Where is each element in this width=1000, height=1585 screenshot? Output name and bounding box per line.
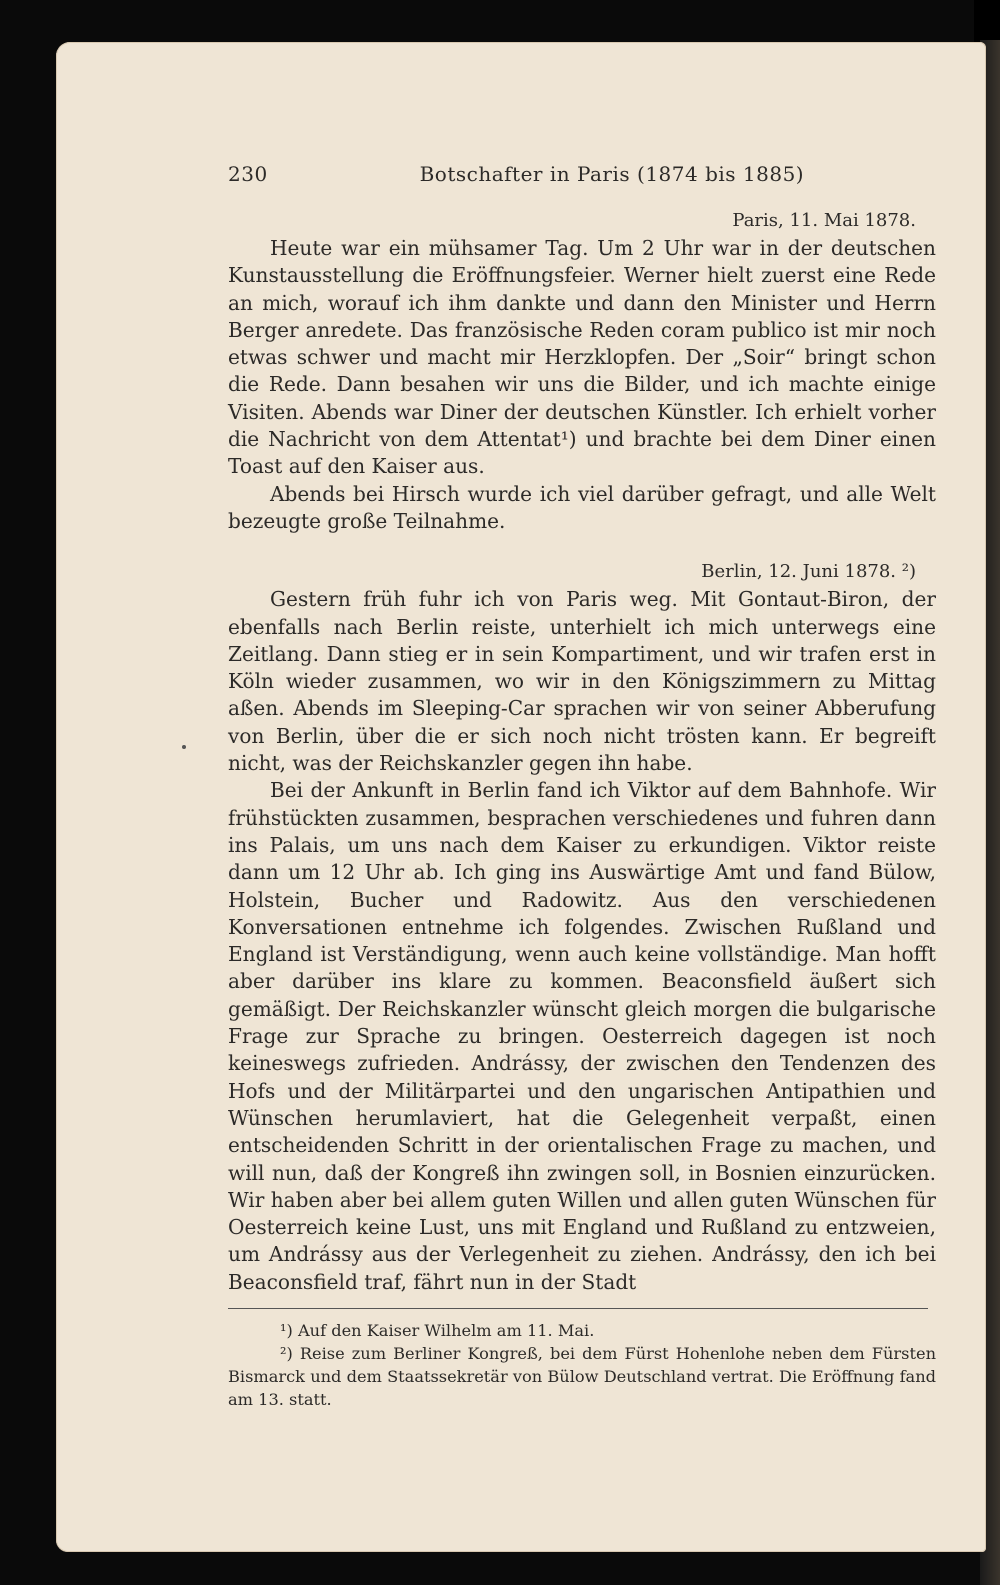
paragraph: Gestern früh fuhr ich von Paris weg. Mit Gontaut-Biron, der ebenfalls nach Berlin reiste, unterhielt ich mich unterwegs eine Zeitlang. Dann stieg er in sein Kompartiment, und wir trafen erst in Köln wieder zusammen, wo wir in den Königszimmern zu Mittag aßen. Abends im Sleeping-Car sprachen wir von seiner Abberufung von Berlin, über die er sich noch nicht trösten kann. Er begreift nicht, was der Reichskanzler gegen ihn habe. bbox=[228, 587, 936, 776]
running-header bbox=[228, 162, 936, 202]
paragraph: Bei der Ankunft in Berlin fand ich Viktor auf dem Bahnhofe. Wir frühstückten zusammen, besprachen verschiedenes und fuhren dann ins Palais, um uns nach dem Kaiser zu erkundigen. Viktor reiste dann um 12 Uhr ab. Ich ging ins Auswärtige Amt und fand Bülow, Holstein, Bucher und Radowitz. Aus den verschiedenen Konversationen entnehme ich folgendes. Zwischen Rußland und England ist Verständigung, wenn auch keine vollständige. Man hofft aber darüber ins klare zu kommen. Beaconsfield äußert sich gemäßigt. Der Reichskanzler wünscht gleich morgen die bulgarische Frage zur Sprache zu bringen. Oesterreich dagegen ist noch keineswegs zufrieden. Andrássy, der zwischen den Tendenzen des Hofs und der Militärpartei und den ungarischen Antipathien und Wünschen herumlaviert, hat die Gelegenheit verpaßt, einen entscheidenden Schritt in der orientalischen Frage zu machen, und will nun, daß der Kongreß ihn zwingen soll, in Bosnien einzurücken. Wir haben aber bei allem guten Willen und allen guten Wünschen für Oesterreich keine Lust, uns mit England und Rußland zu entzweien, um Andrássy aus der Verlegenheit zu ziehen. Andrássy, den ich bei Beaconsfield traf, fährt nun in der Stadt bbox=[228, 778, 936, 1294]
footnote-rule bbox=[228, 1308, 928, 1309]
footnote-1: ¹) Auf den Kaiser Wilhelm am 11. Mai. bbox=[280, 1320, 595, 1340]
paragraph: Abends bei Hirsch wurde ich viel darüber gefragt, und alle Welt bezeugte große Teilnahme. bbox=[228, 481, 936, 533]
paragraph: Heute war ein mühsamer Tag. Um 2 Uhr war in der deutschen Kunstausstellung die Eröffnungsfeier. Werner hielt zuerst eine Rede an mich, worauf ich ihm dankte und dann den Minister und Herrn Berger anredete. Das französische Reden coram publico ist mir noch etwas schwer und macht mir Herzklopfen. Der „Soir“ bringt schon die Rede. Dann besahen wir uns die Bilder, und ich machte einige Visiten. Abends war Diner der deutschen Künstler. Ich erhielt vorher die Nachricht von dem Attentat¹) und brachte bei dem Diner einen Toast auf den Kaiser aus. bbox=[228, 236, 936, 479]
dateline-paris: Paris, 11. Mai 1878. bbox=[732, 210, 916, 231]
running-title: Botschafter in Paris (1874 bis 1885) bbox=[419, 162, 805, 186]
paper-speck bbox=[182, 745, 186, 749]
page-content bbox=[228, 162, 936, 1411]
page-number: 230 bbox=[228, 162, 268, 186]
scan-corner bbox=[974, 0, 1000, 44]
dateline-berlin: Berlin, 12. Juni 1878. ²) bbox=[701, 561, 916, 583]
footnote-2: ²) Reise zum Berliner Kongreß, bei dem Fürst Hohenlohe neben dem Fürsten Bismarck und dem Staatssekretär von Bülow Deutschland vertrat. Die Eröffnung fand am 13. statt. bbox=[228, 1343, 936, 1409]
